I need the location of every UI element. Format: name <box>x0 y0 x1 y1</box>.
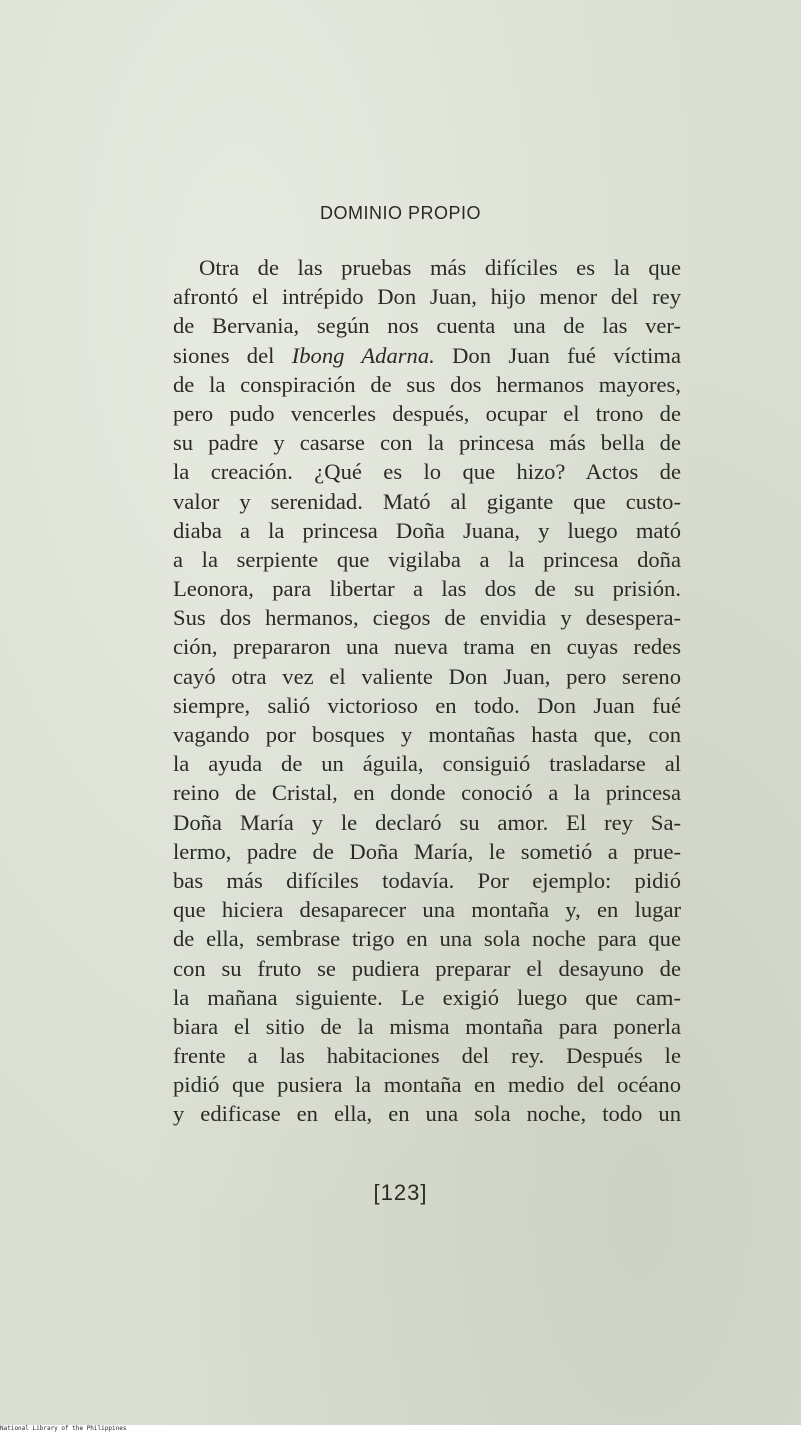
text-line: Otra de las pruebas más difíciles es la que <box>199 255 681 280</box>
text-line: frente a las habitaciones del rey. Después le <box>173 1043 681 1069</box>
text-line: siempre, salió victorioso en todo. Don Juan fué <box>173 692 681 718</box>
body-paragraph <box>173 253 681 1129</box>
text-line: la creación. ¿Qué es lo que hizo? Actos de <box>173 459 681 485</box>
text-line: la ayuda de un águila, consiguió trasladarse al <box>173 751 681 777</box>
page-number: [123] <box>373 1180 428 1205</box>
text-line: con su fruto se pudiera preparar el desayuno de <box>173 955 681 981</box>
book-title-italic: Ibong Adarna. <box>291 342 435 368</box>
text-line <box>173 341 681 370</box>
text-line: afrontó el intrépido Don Juan, hijo menor del rey <box>173 284 681 310</box>
text-line: valor y serenidad. Mató al gigante que custo- <box>173 488 681 514</box>
text-line: biara el sitio de la misma montaña para ponerla <box>173 1013 681 1039</box>
text-line: Sus dos hermanos, ciegos de envidia y desespera- <box>173 605 681 631</box>
text-line: Leonora, para libertar a las dos de su prisión. <box>173 576 681 602</box>
text-line: y edificase en ella, en una sola noche, todo un <box>173 1101 681 1127</box>
text-line: ción, prepararon una nueva trama en cuyas redes <box>173 634 681 660</box>
text-line: Doña María y le declaró su amor. El rey Sa- <box>173 809 681 835</box>
text-line: pidió que pusiera la montaña en medio del océano <box>173 1072 681 1098</box>
text-line: pero pudo vencerles después, ocupar el trono de <box>173 400 681 426</box>
text-segment: siones del <box>173 342 292 368</box>
text-line: a la serpiente que vigilaba a la princesa doña <box>173 546 681 572</box>
text-line: la mañana siguiente. Le exigió luego que cam- <box>173 984 681 1010</box>
text-line: bas más difíciles todavía. Por ejemplo: pidió <box>173 867 681 893</box>
text-line: vagando por bosques y montañas hasta que, con <box>173 722 681 747</box>
text-line: que hiciera desaparecer una montaña y, en lugar <box>173 897 681 923</box>
text-line: diaba a la princesa Doña Juana, y luego mató <box>173 517 681 543</box>
text-line: cayó otra vez el valiente Don Juan, pero sereno <box>173 663 681 689</box>
running-head: DOMINIO PROPIO <box>319 203 481 223</box>
text-line: de Bervania, según nos cuenta una de las ver- <box>173 313 681 339</box>
text-line: de ella, sembrase trigo en una sola noche para que <box>173 926 681 952</box>
text-line: su padre y casarse con la princesa más bella de <box>173 430 681 456</box>
text-segment: Don Juan fué víctima <box>434 342 682 368</box>
text-line: lermo, padre de Doña María, le sometió a prue- <box>173 838 681 864</box>
library-credit: National Library of the Philippines <box>0 1425 127 1432</box>
text-line: reino de Cristal, en donde conoció a la princesa <box>173 780 681 806</box>
text-line: de la conspiración de sus dos hermanos mayores, <box>173 371 681 397</box>
